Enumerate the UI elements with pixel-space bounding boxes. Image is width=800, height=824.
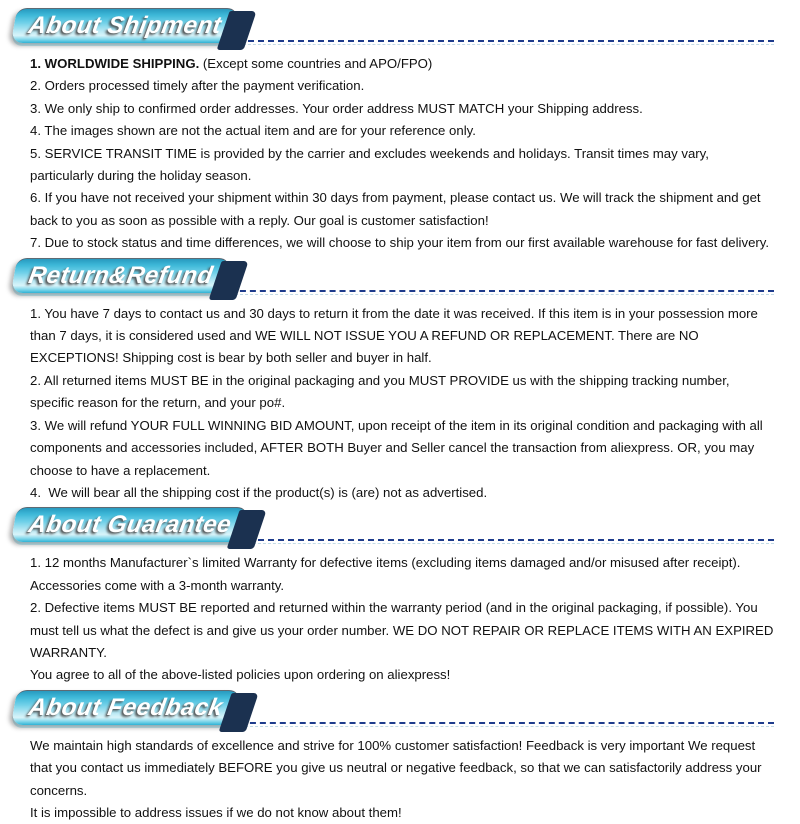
policy-paragraph: You agree to all of the above-listed policies upon ordering on aliexpress!: [30, 667, 451, 683]
policy-text: (Except some countries and APO/FPO): [199, 56, 433, 71]
section-title: About Guarantee: [26, 511, 234, 539]
section-content: [30, 53, 775, 255]
policy-paragraph: 1. 12 months Manufacturer`s limited Warranty for defective items (excluding items damaged and/or misused after receipt). Accessories come with a 3-month warranty.: [30, 555, 744, 593]
policy-paragraph: 3. We will refund YOUR FULL WINNING BID AMOUNT, upon receipt of the item in its original condition and packaging with all components and accessories included, AFTER BOTH Buyer and Seller cancel the transaction from aliexpress. OR, you may choose to have a replacement.: [30, 417, 767, 478]
policy-paragraph: 6. If you have not received your shipment within 30 days from payment, please contact us. We will track the shipment and get back to you as soon as possible with a reply. Our goal is customer satisfaction!: [30, 190, 765, 228]
header-badge: [11, 8, 239, 43]
policy-paragraph: 1. You have 7 days to contact us and 30 days to return it from the date it was received. If this item is in your possession more than 7 days, it is considered used and WE WILL NOT ISSUE YOU A REFUND OR REPLACEMENT. There are NO EXCEPTIONS! Shipping cost is bear by both seller and buyer in half.: [30, 305, 762, 366]
policy-paragraph: 2. All returned items MUST BE in the original packaging and you MUST PROVIDE us with the shipping tracking number, specific reason for the return, and your po#.: [30, 372, 734, 411]
section-about-feedback: [0, 690, 800, 824]
section-return-refund: [0, 258, 800, 505]
dotted-divider: [228, 40, 774, 42]
policy-paragraph: It is impossible to address issues if we do not know about them!: [30, 804, 402, 820]
dotted-divider: [220, 290, 774, 292]
section-header-shipment: [14, 8, 800, 45]
section-title: Return&Refund: [26, 261, 216, 289]
policy-bold-lead: 1. WORLDWIDE SHIPPING.: [30, 56, 200, 71]
policy-paragraph: 7. Due to stock status and time differences, we will choose to ship your item from our first available warehouse for fast delivery.: [30, 235, 770, 251]
section-content: [30, 303, 775, 505]
header-badge: [11, 507, 249, 542]
policy-paragraph: 2. Defective items MUST BE reported and returned within the warranty period (and in the original packaging, if possible). You must tell us what the defect is and give us your order number. WE DO NOT REPAIR OR REPLACE ITEMS WITH AN EXPIRED WARRANTY.: [30, 600, 778, 660]
policy-paragraph: 2. Orders processed timely after the payment verification.: [30, 78, 365, 94]
policy-paragraph: We maintain high standards of excellence and strive for 100% customer satisfaction! Feedback is very important We request that you contact us immediately BEFORE you give us neutral or negative feedback, so that we can satisfactorily address your concerns.: [30, 737, 766, 798]
section-about-shipment: [0, 8, 800, 255]
header-badge: [11, 690, 241, 725]
section-title: About Feedback: [26, 693, 226, 721]
section-header-return-refund: [14, 258, 800, 295]
section-title: About Shipment: [26, 12, 224, 39]
section-about-guarantee: [0, 507, 800, 686]
dotted-divider: [230, 722, 774, 724]
policy-paragraph: [30, 53, 775, 75]
section-content: [30, 552, 778, 686]
policy-paragraph: 5. SERVICE TRANSIT TIME is provided by the carrier and excludes weekends and holidays. Transit times may vary, particularly during the holiday season.: [30, 145, 713, 184]
policy-paragraph: 4. The images shown are not the actual item and are for your reference only.: [30, 123, 476, 139]
section-header-feedback: [14, 690, 800, 727]
policy-paragraph: 3. We only ship to confirmed order addresses. Your order address MUST MATCH your Shipping address.: [30, 100, 643, 116]
section-header-guarantee: [14, 507, 800, 544]
dotted-divider: [238, 539, 774, 541]
header-badge: [11, 258, 231, 293]
section-content: [30, 735, 775, 824]
policy-paragraph: 4. We will bear all the shipping cost if the product(s) is (are) not as advertised.: [30, 484, 488, 500]
